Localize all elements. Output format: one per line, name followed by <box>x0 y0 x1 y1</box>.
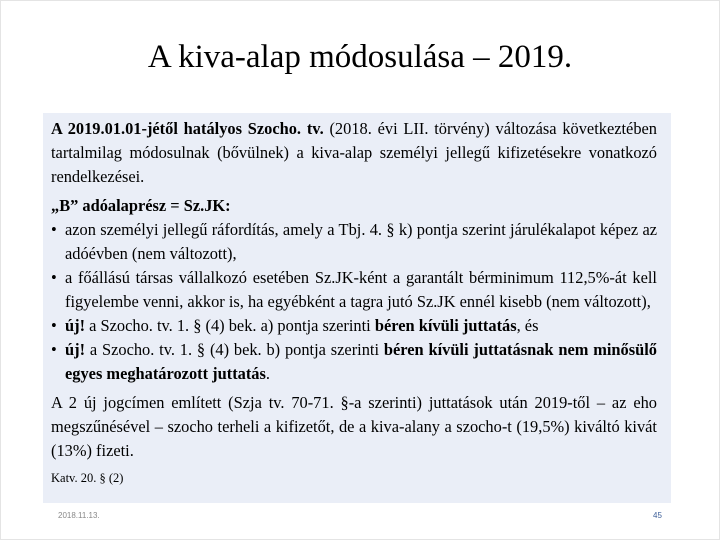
bullet-emphasis: béren kívüli juttatásnak nem minősülő egyes meghatározott juttatás <box>65 340 657 383</box>
bullet-end: , és <box>516 316 539 335</box>
list-item <box>51 338 657 386</box>
bullet-end: . <box>265 364 270 383</box>
list-item <box>51 218 657 266</box>
bullet-icon: • <box>51 268 57 287</box>
bullet-text: a Szocho. tv. 1. § (4) bek. a) pontja szerinti <box>85 316 375 335</box>
footer-date: 2018.11.13. <box>58 511 100 520</box>
legal-reference: Katv. 20. § (2) <box>51 471 124 485</box>
bullet-text: azon személyi jellegű ráfordítás, amely a Tbj. 4. § k) pontja szerint járulékalapot képez az adóévben (nem változott), <box>65 220 657 263</box>
list-item <box>51 266 657 314</box>
bullet-list <box>51 218 657 386</box>
section-heading: „B” adóalaprész = Sz.JK: <box>51 196 231 215</box>
bullet-icon: • <box>51 316 57 335</box>
bullet-icon: • <box>51 220 57 239</box>
intro-bold: A 2019.01.01-jétől hatályos Szocho. tv. <box>51 119 324 138</box>
closing-paragraph: A 2 új jogcímen említett (Szja tv. 70-71. §-a szerinti) juttatások után 2019-től – az eho megszűnésével – szocho terheli a kifizetőt, de a kiva-alany a szocho-t (19,5%) kiváltó kivát (13%) fizeti. <box>51 393 657 460</box>
content-box <box>43 113 671 503</box>
bullet-icon: • <box>51 340 57 359</box>
intro-paragraph <box>51 117 657 189</box>
new-marker: új! <box>65 316 86 335</box>
page-number: 45 <box>653 511 662 520</box>
bullet-emphasis: béren kívüli juttatás <box>374 316 517 335</box>
intro-rest: (2018. évi LII. törvény) változása következtében tartalmilag módosulnak (bővülnek) a kiva-alap személyi jellegű kifizetésekre vonatkozó rendelkezései. <box>51 119 657 186</box>
bullet-text: a főállású társas vállalkozó esetében Sz.JK-ként a garantált bérminimum 112,5%-át kell figyelembe venni, akkor is, ha egyébként a tagra jutó Sz.JK ennél kisebb (nem változott), <box>65 268 657 311</box>
new-marker: új! <box>65 340 86 359</box>
bullet-text: a Szocho. tv. 1. § (4) bek. b) pontja szerinti <box>85 340 384 359</box>
list-item <box>51 314 657 338</box>
slide-title: A kiva-alap módosulása – 2019. <box>147 39 573 75</box>
